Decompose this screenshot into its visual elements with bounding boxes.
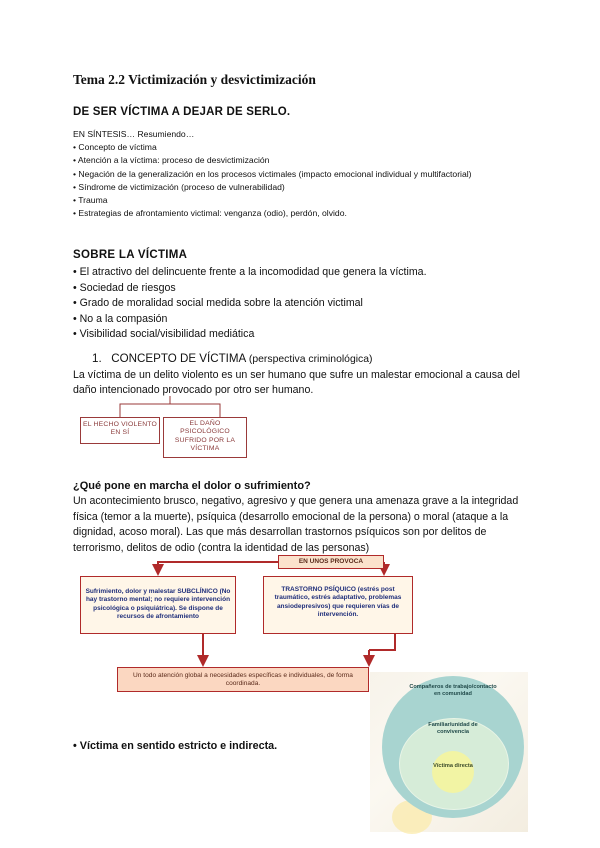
provoca-box: EN UNOS PROVOCA: [278, 555, 384, 569]
list-item: • Concepto de víctima: [73, 142, 157, 153]
subclinico-box: Sufrimiento, dolor y malestar SUBCLÍNICO (No hay trastorno mental; no requiere intervención psicológica o psiquiátrica). Se dispone de recursos de afrontamiento: [80, 576, 236, 634]
section-number: 1.: [92, 352, 102, 365]
page-title: Tema 2.2 Victimización y desvictimización: [73, 72, 316, 87]
list-item: • Atención a la víctima: proceso de desvictimización: [73, 155, 270, 166]
middle-circle-label: Familiar/unidad de convivencia: [428, 722, 478, 735]
list-item: • Trauma: [73, 195, 108, 206]
inner-circle-label: Víctima directa: [433, 763, 473, 769]
section-title: CONCEPTO DE VÍCTIMA: [111, 352, 246, 365]
hecho-violento-box: EL HECHO VIOLENTO EN SÍ: [80, 417, 160, 444]
list-item: • No a la compasión: [73, 312, 168, 325]
dano-psicologico-box: EL DAÑO PSICOLÓGICO SUFRIDO POR LA VÍCTIMA: [163, 417, 247, 458]
list-item: • Sociedad de riesgos: [73, 281, 176, 294]
page-subtitle: DE SER VÍCTIMA A DEJAR DE SERLO.: [73, 106, 291, 118]
final-bullet: • Víctima en sentido estricto e indirecta.: [73, 740, 278, 752]
list-item: • Síndrome de victimización (proceso de vulnerabilidad): [73, 181, 285, 192]
trastorno-box: TRASTORNO PSÍQUICO (estrés post traumático, estrés adaptativo, problemas ansiodepresivos) que requieren vías de intervención.: [263, 576, 413, 634]
inner-circle: [432, 751, 474, 793]
section-subtitle: (perspectiva criminológica): [248, 354, 373, 365]
concept-paragraph: La víctima de un delito violento es un ser humano que sufre un malestar emocional a causa del daño intencionado provocado por otro ser humano.: [73, 369, 520, 396]
list-item: • Negación de la generalización en los procesos victimales (impacto emocional individual y multifactorial): [73, 168, 472, 179]
dolor-paragraph: Un acontecimiento brusco, negativo, agresivo y que genera una amenaza grave a la integridad física (temor a la muerte), psíquica (desarrollo emocional de la persona) o moral (ataque a la dignidad, acoso moral). Las que más desarrollan trastornos psíquicos son por delitos de terrorismo, delitos de odio (contra la identidad de las personas): [73, 495, 519, 554]
atencion-box: Un todo atención global a necesidades específicas e individuales, de forma coordinada.: [117, 667, 369, 692]
synthesis-intro: EN SÍNTESIS… Resumiendo…: [73, 129, 195, 139]
list-item: • El atractivo del delincuente frente a la incomodidad que genera la víctima.: [73, 266, 427, 278]
section-heading-sobre: SOBRE LA VÍCTIMA: [73, 249, 188, 261]
outer-circle-label: Compañeros de trabajo/contacto en comunidad: [409, 684, 497, 697]
list-item: • Estrategias de afrontamiento victimal: venganza (odio), perdón, olvido.: [73, 208, 347, 219]
list-item: • Grado de moralidad social medida sobre la atención victimal: [73, 297, 363, 310]
list-item: • Visibilidad social/visibilidad mediática: [73, 328, 255, 341]
dolor-heading: ¿Qué pone en marcha el dolor o sufrimiento?: [73, 480, 311, 492]
